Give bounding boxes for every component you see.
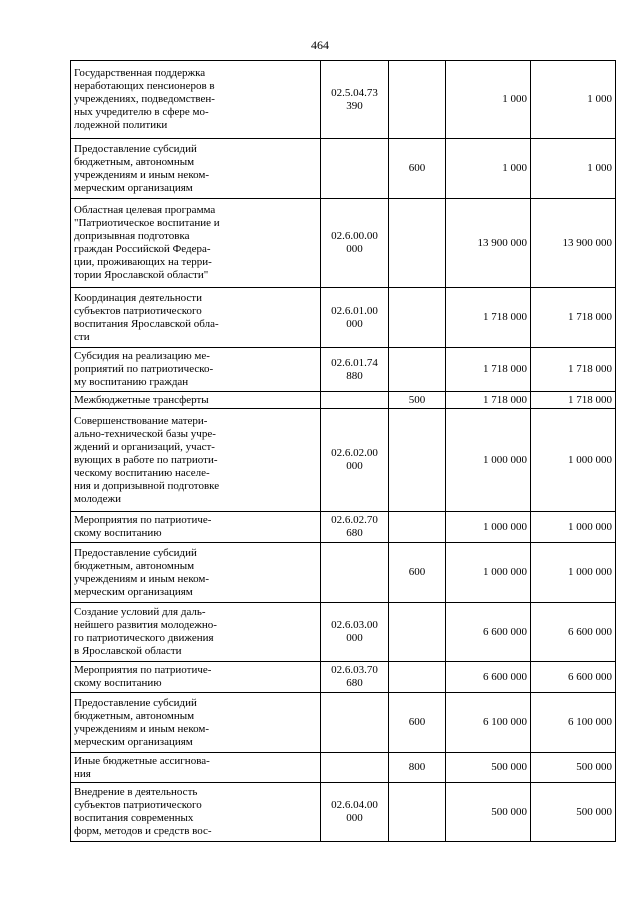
row-name: Предоставление субсидий бюджетным, автономным учреждениям и иным неком- мерческим организациям	[71, 543, 321, 603]
table-row	[71, 783, 616, 842]
amount-second: 500 000	[531, 753, 616, 783]
amount-second: 13 900 000	[531, 199, 616, 288]
row-name: Государственная поддержка неработающих пенсионеров в учреждениях, подведомствен- ных учредителю в сфере мо- лодежной политики	[71, 61, 321, 139]
table-row	[71, 753, 616, 783]
target-code	[321, 693, 389, 753]
table-row	[71, 348, 616, 392]
amount-second: 6 600 000	[531, 603, 616, 662]
row-name: Иные бюджетные ассигнова- ния	[71, 753, 321, 783]
amount-first: 13 900 000	[446, 199, 531, 288]
amount-second: 6 100 000	[531, 693, 616, 753]
amount-second: 6 600 000	[531, 662, 616, 693]
table-row	[71, 139, 616, 199]
row-name: Совершенствование матери- ально-технической базы учре- ждений и организаций, участ- вующих в работе по патриоти- ческому воспитанию населе- ния и допризывной подготовке молодежи	[71, 409, 321, 512]
amount-first: 6 600 000	[446, 603, 531, 662]
target-code: 02.6.00.00 000	[321, 199, 389, 288]
table-row	[71, 199, 616, 288]
table-row	[71, 693, 616, 753]
page-number: 464	[311, 38, 329, 52]
expense-type	[389, 348, 446, 392]
amount-first: 6 600 000	[446, 662, 531, 693]
amount-second: 1 000 000	[531, 409, 616, 512]
amount-first: 1 718 000	[446, 348, 531, 392]
amount-first: 1 718 000	[446, 288, 531, 348]
amount-first: 1 718 000	[446, 392, 531, 409]
target-code: 02.6.01.00 000	[321, 288, 389, 348]
row-name: Областная целевая программа "Патриотическое воспитание и допризывная подготовка граждан Российской Федера- ции, проживающих на терри- тории Ярославской области"	[71, 199, 321, 288]
target-code	[321, 139, 389, 199]
amount-second: 1 718 000	[531, 288, 616, 348]
table-row	[71, 543, 616, 603]
expense-type: 600	[389, 139, 446, 199]
amount-first: 1 000 000	[446, 543, 531, 603]
expense-type	[389, 603, 446, 662]
amount-first: 1 000	[446, 139, 531, 199]
row-name: Мероприятия по патриотиче- скому воспитанию	[71, 512, 321, 543]
amount-second: 1 718 000	[531, 348, 616, 392]
amount-first: 500 000	[446, 753, 531, 783]
amount-second: 1 000	[531, 61, 616, 139]
target-code: 02.6.02.70 680	[321, 512, 389, 543]
target-code: 02.6.03.70 680	[321, 662, 389, 693]
row-name: Предоставление субсидий бюджетным, автономным учреждениям и иным неком- мерческим организациям	[71, 693, 321, 753]
amount-second: 1 000	[531, 139, 616, 199]
table-row	[71, 603, 616, 662]
amount-first: 6 100 000	[446, 693, 531, 753]
expense-type: 800	[389, 753, 446, 783]
amount-first: 1 000 000	[446, 409, 531, 512]
target-code: 02.6.02.00 000	[321, 409, 389, 512]
row-name: Создание условий для даль- нейшего развития молодежно- го патриотического движения в Ярославской области	[71, 603, 321, 662]
target-code: 02.5.04.73 390	[321, 61, 389, 139]
expense-type	[389, 512, 446, 543]
row-name: Координация деятельности субъектов патриотического воспитания Ярославской обла- сти	[71, 288, 321, 348]
expense-type	[389, 288, 446, 348]
expense-type	[389, 783, 446, 842]
row-name: Межбюджетные трансферты	[71, 392, 321, 409]
expense-type: 600	[389, 543, 446, 603]
table-row	[71, 512, 616, 543]
table-row	[71, 409, 616, 512]
target-code	[321, 543, 389, 603]
expense-type	[389, 409, 446, 512]
expense-type	[389, 662, 446, 693]
amount-first: 1 000	[446, 61, 531, 139]
row-name: Мероприятия по патриотиче- скому воспитанию	[71, 662, 321, 693]
amount-first: 1 000 000	[446, 512, 531, 543]
expense-type: 500	[389, 392, 446, 409]
amount-second: 1 718 000	[531, 392, 616, 409]
amount-second: 500 000	[531, 783, 616, 842]
expense-type	[389, 61, 446, 139]
target-code: 02.6.03.00 000	[321, 603, 389, 662]
amount-second: 1 000 000	[531, 512, 616, 543]
row-name: Предоставление субсидий бюджетным, автономным учреждениям и иным неком- мерческим организациям	[71, 139, 321, 199]
table-row	[71, 61, 616, 139]
table-row	[71, 288, 616, 348]
expense-type: 600	[389, 693, 446, 753]
table-row	[71, 662, 616, 693]
expense-type	[389, 199, 446, 288]
target-code	[321, 753, 389, 783]
target-code: 02.6.04.00 000	[321, 783, 389, 842]
budget-table	[70, 60, 616, 842]
row-name: Субсидия на реализацию ме- роприятий по патриотическо- му воспитанию граждан	[71, 348, 321, 392]
target-code	[321, 392, 389, 409]
row-name: Внедрение в деятельность субъектов патриотического воспитания современных форм, методов и средств вос-	[71, 783, 321, 842]
amount-second: 1 000 000	[531, 543, 616, 603]
table-row	[71, 392, 616, 409]
amount-first: 500 000	[446, 783, 531, 842]
target-code: 02.6.01.74 880	[321, 348, 389, 392]
